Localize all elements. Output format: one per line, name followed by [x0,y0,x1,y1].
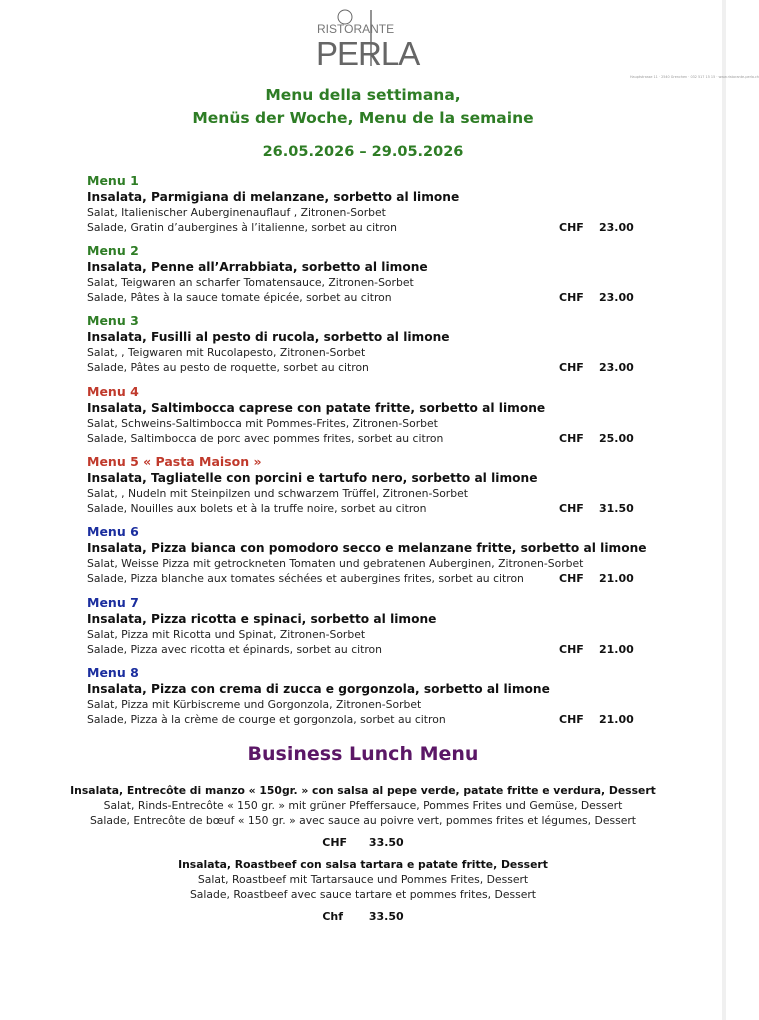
menu-heading: Menu 2 [87,243,139,258]
menu-title: Insalata, Fusilli al pesto di rucola, sorbetto al limone [87,330,450,344]
menu-desc-fr: Salade, Saltimbocca de porc avec pommes frites, sorbet au citron [87,432,444,445]
business-item-desc-de: Salat, Roastbeef mit Tartarsauce und Pommes Frites, Dessert [197,873,529,886]
business-item-currency: Chf [322,910,344,923]
menu-item [87,313,647,379]
menu-price: 21.00 [599,713,634,726]
menu-item [87,454,647,520]
business-item-price-row [0,835,726,850]
menu-desc-de: Salat, , Teigwaren mit Rucolapesto, Zitronen-Sorbet [87,346,366,359]
menu-price: 23.00 [599,361,634,374]
menu-desc-de: Salat, Italienischer Auberginenauflauf , Zitronen-Sorbet [87,206,386,219]
menu-title: Insalata, Pizza ricotta e spinaci, sorbetto al limone [87,612,437,626]
menu-desc-de: Salat, Weisse Pizza mit getrockneten Tomaten und gebratenen Auberginen, Zitronen-Sorbet [87,557,584,570]
business-item-desc-de: Salat, Rinds-Entrecôte « 150 gr. » mit grüner Pfeffersauce, Pommes Frites und Gemüse, Dessert [103,799,623,812]
menu-desc-fr: Salade, Pâtes à la sauce tomate épicée, sorbet au citron [87,291,392,304]
menu-item [87,665,647,731]
menu-title: Insalata, Pizza bianca con pomodoro secco e melanzane fritte, sorbetto al limone [87,541,647,555]
menu-desc-fr: Salade, Nouilles aux bolets et à la truffe noire, sorbet au citron [87,502,427,515]
business-item [0,857,726,924]
menu-item [87,173,647,239]
menu-heading: Menu 5 « Pasta Maison » [87,454,262,469]
week-dates: 26.05.2026 – 29.05.2026 [262,144,464,160]
page-title-line2: Menüs der Woche, Menu de la semaine [192,109,534,127]
menu-currency: CHF [559,221,584,234]
menu-currency: CHF [559,432,584,445]
restaurant-logo [314,8,759,79]
menu-currency: CHF [559,502,584,515]
menu-desc-de: Salat, , Nudeln mit Steinpilzen und schwarzem Trüffel, Zitronen-Sorbet [87,487,468,500]
menu-price: 25.00 [599,432,634,445]
menu-desc-fr: Salade, Pâtes au pesto de roquette, sorbet au citron [87,361,369,374]
menu-heading: Menu 1 [87,173,139,188]
menu-price: 23.00 [599,291,634,304]
menu-title: Insalata, Parmigiana di melanzane, sorbetto al limone [87,190,460,204]
logo-main-text: PERLA [316,35,420,72]
menu-currency: CHF [559,572,584,585]
business-item [0,783,726,850]
menu-item [87,524,647,590]
business-item-currency: CHF [322,836,348,849]
menu-price: 21.00 [599,572,634,585]
menu-heading: Menu 4 [87,384,139,399]
menu-heading: Menu 6 [87,524,139,539]
logo-address: Hauptstrasse 11 · 2540 Grenchen · 032 517 15 15 · www.ristorante-perla.ch [630,75,759,79]
menu-desc-fr: Salade, Pizza à la crème de courge et gorgonzola, sorbet au citron [87,713,446,726]
page-title-line1: Menu della settimana, [265,86,461,104]
menu-price: 23.00 [599,221,634,234]
menu-currency: CHF [559,713,584,726]
menu-desc-de: Salat, Pizza mit Kürbiscreme und Gorgonzola, Zitronen-Sorbet [87,698,422,711]
business-lunch-title: Business Lunch Menu [247,743,479,765]
menu-heading: Menu 7 [87,595,139,610]
business-item-desc-fr: Salade, Entrecôte de bœuf « 150 gr. » avec sauce au poivre vert, pommes frites et légumes, Dessert [89,814,637,827]
business-item-title: Insalata, Entrecôte di manzo « 150gr. » con salsa al pepe verde, patate fritte e verdura, Dessert [70,784,656,797]
menu-desc-fr: Salade, Pizza avec ricotta et épinards, sorbet au citron [87,643,383,656]
menu-title: Insalata, Penne all’Arrabbiata, sorbetto al limone [87,260,428,274]
menu-item [87,243,647,309]
menu-price: 31.50 [599,502,634,515]
menu-title: Insalata, Saltimbocca caprese con patate fritte, sorbetto al limone [87,401,546,415]
menu-desc-de: Salat, Teigwaren an scharfer Tomatensauce, Zitronen-Sorbet [87,276,414,289]
logo-top-text: RISTORANTE [317,22,395,36]
menu-price: 21.00 [599,643,634,656]
business-item-price: 33.50 [368,836,404,849]
business-item-price-row [0,909,726,924]
menu-currency: CHF [559,361,584,374]
business-item-desc-fr: Salade, Roastbeef avec sauce tartare et pommes frites, Dessert [189,888,537,901]
menu-title: Insalata, Tagliatelle con porcini e tartufo nero, sorbetto al limone [87,471,538,485]
logo-graphic [314,8,430,70]
menu-desc-fr: Salade, Pizza blanche aux tomates séchées et aubergines frites, sorbet au citron [87,572,524,585]
menu-currency: CHF [559,643,584,656]
menu-heading: Menu 3 [87,313,139,328]
menu-currency: CHF [559,291,584,304]
menu-heading: Menu 8 [87,665,139,680]
menu-desc-fr: Salade, Gratin d’aubergines à l’italienne, sorbet au citron [87,221,397,234]
menu-title: Insalata, Pizza con crema di zucca e gorgonzola, sorbetto al limone [87,682,550,696]
menu-item [87,595,647,661]
business-item-title: Insalata, Roastbeef con salsa tartara e patate fritte, Dessert [178,858,548,871]
menu-desc-de: Salat, Schweins-Saltimbocca mit Pommes-Frites, Zitronen-Sorbet [87,417,438,430]
menu-desc-de: Salat, Pizza mit Ricotta und Spinat, Zitronen-Sorbet [87,628,366,641]
business-item-price: 33.50 [368,910,404,923]
menu-item [87,384,647,450]
